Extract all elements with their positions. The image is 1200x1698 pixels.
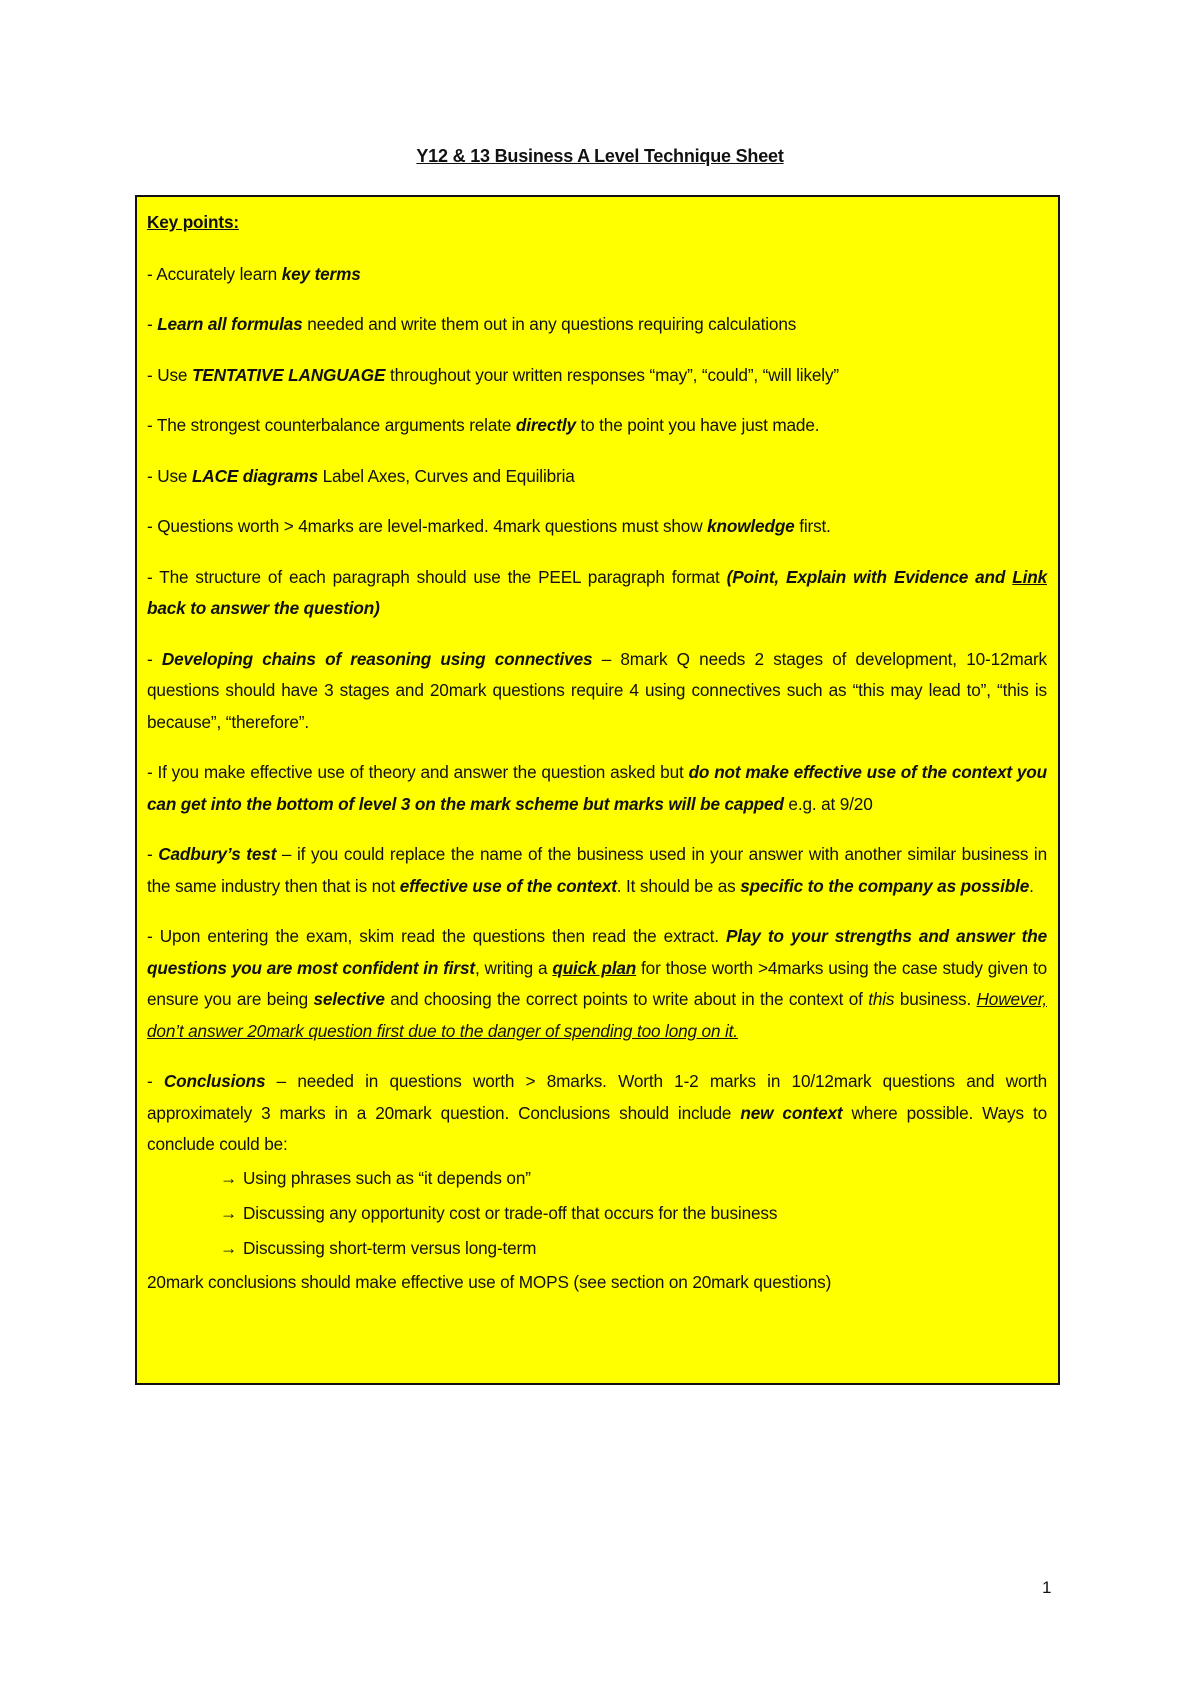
key-point-emphasis: TENTATIVE LANGUAGE xyxy=(191,364,386,385)
key-point-emphasis: new context xyxy=(740,1102,843,1123)
key-point-text: Label Axes, Curves and Equilibria xyxy=(318,465,575,486)
key-point-emphasis: Play to your strengths and answer the questions you are most confident in first xyxy=(147,926,1047,978)
arrow-right-icon: → xyxy=(220,1237,238,1258)
key-point-text: – 8mark Q needs 2 stages of development, 10-12mark questions should have 3 stages and 20mark questions require 4 using connectives such as “this may lead to”, “this is because”, “therefore”. xyxy=(147,648,1047,732)
key-point-text: - xyxy=(147,314,158,334)
key-points-box xyxy=(135,195,1060,1385)
page-number: 1 xyxy=(1042,1578,1052,1597)
key-point-text: first. xyxy=(794,516,831,536)
key-point-text: - The structure of each paragraph should use the PEEL paragraph format xyxy=(147,566,727,587)
key-point-emphasis-underlined: Link xyxy=(1012,566,1047,587)
key-point-emphasis: specific to the company as possible xyxy=(740,875,1030,896)
key-point-text: where possible. Ways to conclude could be: xyxy=(147,1102,1047,1154)
key-point-text: - xyxy=(147,1071,164,1091)
key-point-emphasis: knowledge xyxy=(707,516,795,536)
arrow-right-icon: → xyxy=(220,1202,238,1223)
key-point-text: . xyxy=(1029,875,1034,896)
key-point-emphasis: Cadbury’s test xyxy=(158,844,277,864)
conclusion-way-item xyxy=(147,1161,1047,1196)
conclusion-way-text: Discussing any opportunity cost or trade-off that occurs for the business xyxy=(243,1202,778,1223)
key-point-effective-context xyxy=(147,757,1047,820)
key-point-text: to the point you have just made. xyxy=(575,415,820,435)
key-point-text: for those worth >4marks using the case study given to ensure you are being xyxy=(147,957,1048,1009)
key-point-emphasis: do not make effective use of the context you can get into the bottom of level 3 on the mark scheme but marks will be capped xyxy=(147,762,1048,814)
key-point-text: - The strongest counterbalance arguments relate xyxy=(147,415,516,435)
conclusion-way-text: Using phrases such as “it depends on” xyxy=(243,1167,531,1188)
key-point-text: - xyxy=(147,648,162,669)
key-point-text: - Upon entering the exam, skim read the questions then read the extract. xyxy=(147,926,726,946)
key-point-peel xyxy=(147,562,1047,625)
key-point-text: , writing a xyxy=(474,957,553,978)
key-point-text: business. xyxy=(894,989,977,1009)
key-point-text: - Use xyxy=(147,465,192,486)
key-point-emphasis: key terms xyxy=(281,263,361,284)
key-point-lace-diagrams xyxy=(147,461,1047,493)
key-point-text: – needed in questions worth > 8marks. Worth 1-2 marks in 10/12mark questions and worth approximately 3 marks in a 20mark question. Conclusions should include xyxy=(147,1071,1048,1123)
key-point-emphasis: Developing chains of reasoning using connectives xyxy=(161,648,593,669)
page-title: Y12 & 13 Business A Level Technique Sheet xyxy=(416,146,784,166)
key-point-key-terms xyxy=(147,259,1047,291)
conclusion-way-item xyxy=(147,1196,1047,1231)
key-point-text: - xyxy=(147,844,159,864)
key-point-emphasis-underlined: quick plan xyxy=(552,957,637,978)
key-point-text: throughout your written responses “may”, “could”, “will likely” xyxy=(385,364,839,385)
key-point-text: needed and write them out in any questions requiring calculations xyxy=(302,314,797,334)
key-point-counterbalance xyxy=(147,410,1047,442)
key-point-conclusions xyxy=(147,1066,1047,1161)
key-point-text: - Accurately learn xyxy=(147,263,282,284)
key-point-emphasis: directly xyxy=(515,415,576,435)
key-point-emphasis: selective xyxy=(313,989,385,1009)
key-point-text: – if you could replace the name of the business used in your answer with another similar business in the same industry then that is not xyxy=(147,844,1048,896)
key-point-emphasis: Learn all formulas xyxy=(157,314,303,334)
mops-note: 20mark conclusions should make effective use of MOPS (see section on 20mark questions) xyxy=(147,1271,832,1292)
conclusion-way-text: Discussing short-term versus long-term xyxy=(243,1237,537,1258)
key-point-text: - Questions worth > 4marks are level-marked. 4mark questions must show xyxy=(147,516,708,536)
key-point-chains-of-reasoning xyxy=(147,644,1047,739)
key-point-text: and choosing the correct points to write about in the context of xyxy=(384,989,869,1009)
key-point-text: - If you make effective use of theory and answer the question asked but xyxy=(147,762,689,782)
key-points-heading: Key points: xyxy=(147,212,239,232)
arrow-right-icon: → xyxy=(220,1167,238,1188)
key-point-emphasis: LACE diagrams xyxy=(191,465,318,486)
key-point-text: . It should be as xyxy=(616,875,741,896)
key-point-formulas xyxy=(147,309,1047,341)
key-point-level-marked xyxy=(147,511,1047,543)
key-point-text: e.g. at 9/20 xyxy=(783,793,873,814)
key-point-warning: However, don’t answer 20mark question first due to the danger of spending too long on it. xyxy=(147,989,1047,1041)
key-point-exam-strategy xyxy=(147,921,1047,1047)
key-point-italic: this xyxy=(868,989,895,1009)
key-point-emphasis: effective use of the context xyxy=(399,875,617,896)
conclusion-ways-list xyxy=(147,1161,1047,1266)
key-point-text: - Use xyxy=(147,364,192,385)
key-point-emphasis: (Point, Explain with Evidence and xyxy=(726,566,1013,587)
key-point-emphasis: back to answer the question) xyxy=(147,598,380,618)
key-point-tentative-language xyxy=(147,360,1047,392)
conclusion-way-item xyxy=(147,1231,1047,1266)
key-point-cadburys-test xyxy=(147,839,1047,902)
key-point-emphasis: Conclusions xyxy=(163,1071,266,1091)
